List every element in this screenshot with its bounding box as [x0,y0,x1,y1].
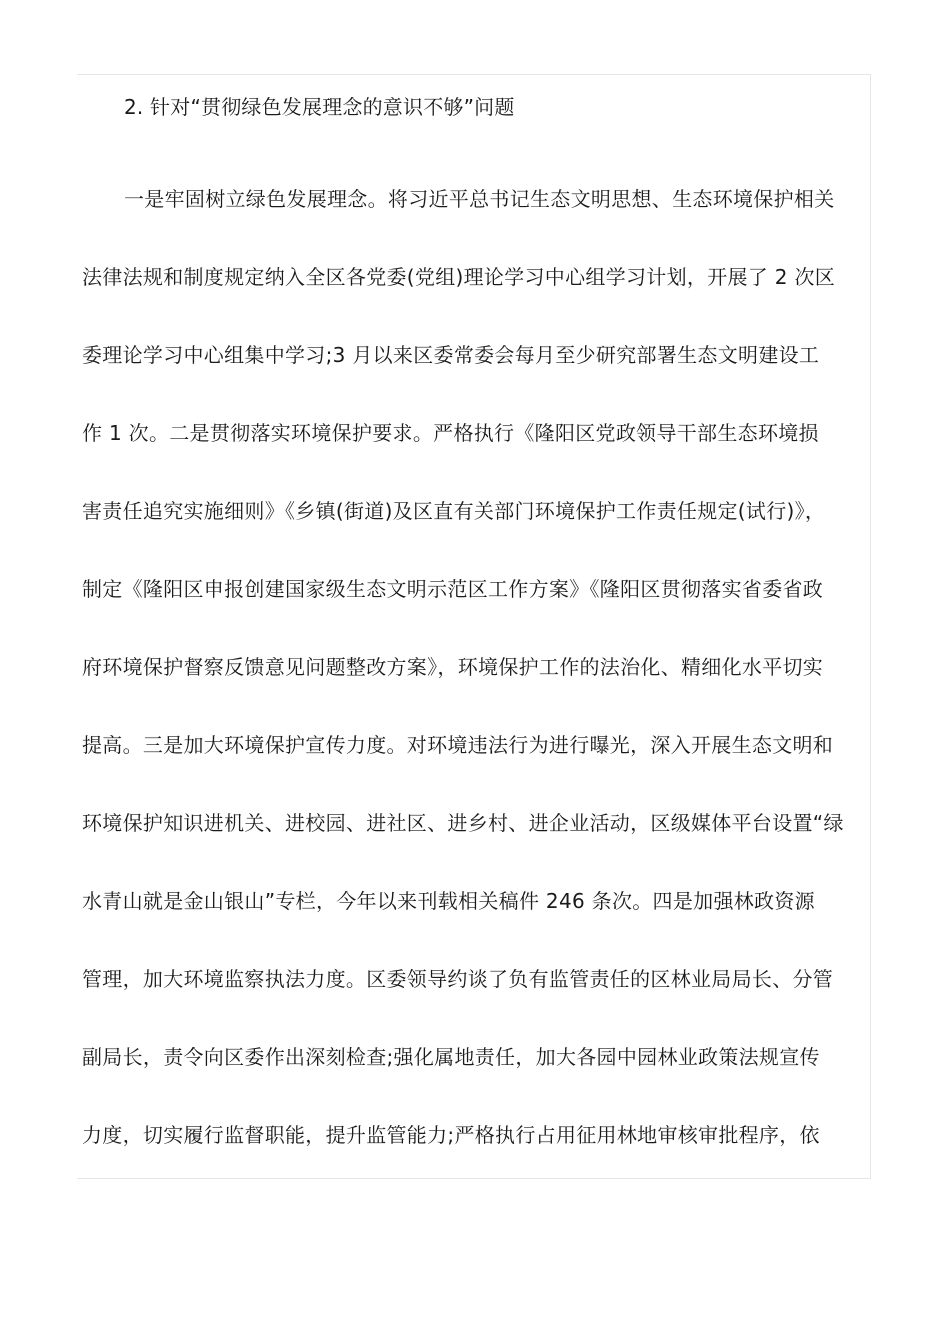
paragraph-line-1: 一是牢固树立绿色发展理念。将习近平总书记生态文明思想、生态环境保护相关 [124,187,835,211]
paragraph-line-4: 作 1 次。二是贯彻落实环境保护要求。严格执行《隆阳区党政领导干部生态环境损 [82,421,819,445]
paragraph-line-5: 害责任追究实施细则》《乡镇(街道)及区直有关部门环境保护工作责任规定(试行)》， [82,499,826,523]
paragraph-line-2: 法律法规和制度规定纳入全区各党委(党组)理论学习中心组学习计划，开展了 2 次区 [82,265,836,289]
paragraph-line-12: 副局长，责令向区委作出深刻检查;强化属地责任，加大各园中园林业政策法规宣传 [82,1045,820,1069]
paragraph-line-9: 环境保护知识进机关、进校园、进社区、进乡村、进企业活动，区级媒体平台设置“绿 [82,811,844,835]
paragraph-line-13: 力度，切实履行监督职能，提升监管能力;严格执行占用征用林地审核审批程序，依 [82,1123,820,1147]
paragraph-line-6: 制定《隆阳区申报创建国家级生态文明示范区工作方案》《隆阳区贯彻落实省委省政 [82,577,824,601]
paragraph-line-10: 水青山就是金山银山”专栏，今年以来刊载相关稿件 246 条次。四是加强林政资源 [82,889,815,913]
paragraph-line-3: 委理论学习中心组集中学习;3 月以来区委常委会每月至少研究部署生态文明建设工 [82,343,820,367]
section-heading: 2. 针对“贯彻绿色发展理念的意识不够”问题 [124,95,515,119]
paragraph-line-8: 提高。三是加大环境保护宣传力度。对环境违法行为进行曝光，深入开展生态文明和 [82,733,834,757]
page-frame [77,74,871,1179]
paragraph-line-7: 府环境保护督察反馈意见问题整改方案》，环境保护工作的法治化、精细化水平切实 [82,655,824,679]
paragraph-line-11: 管理，加大环境监察执法力度。区委领导约谈了负有监管责任的区林业局局长、分管 [82,967,834,991]
